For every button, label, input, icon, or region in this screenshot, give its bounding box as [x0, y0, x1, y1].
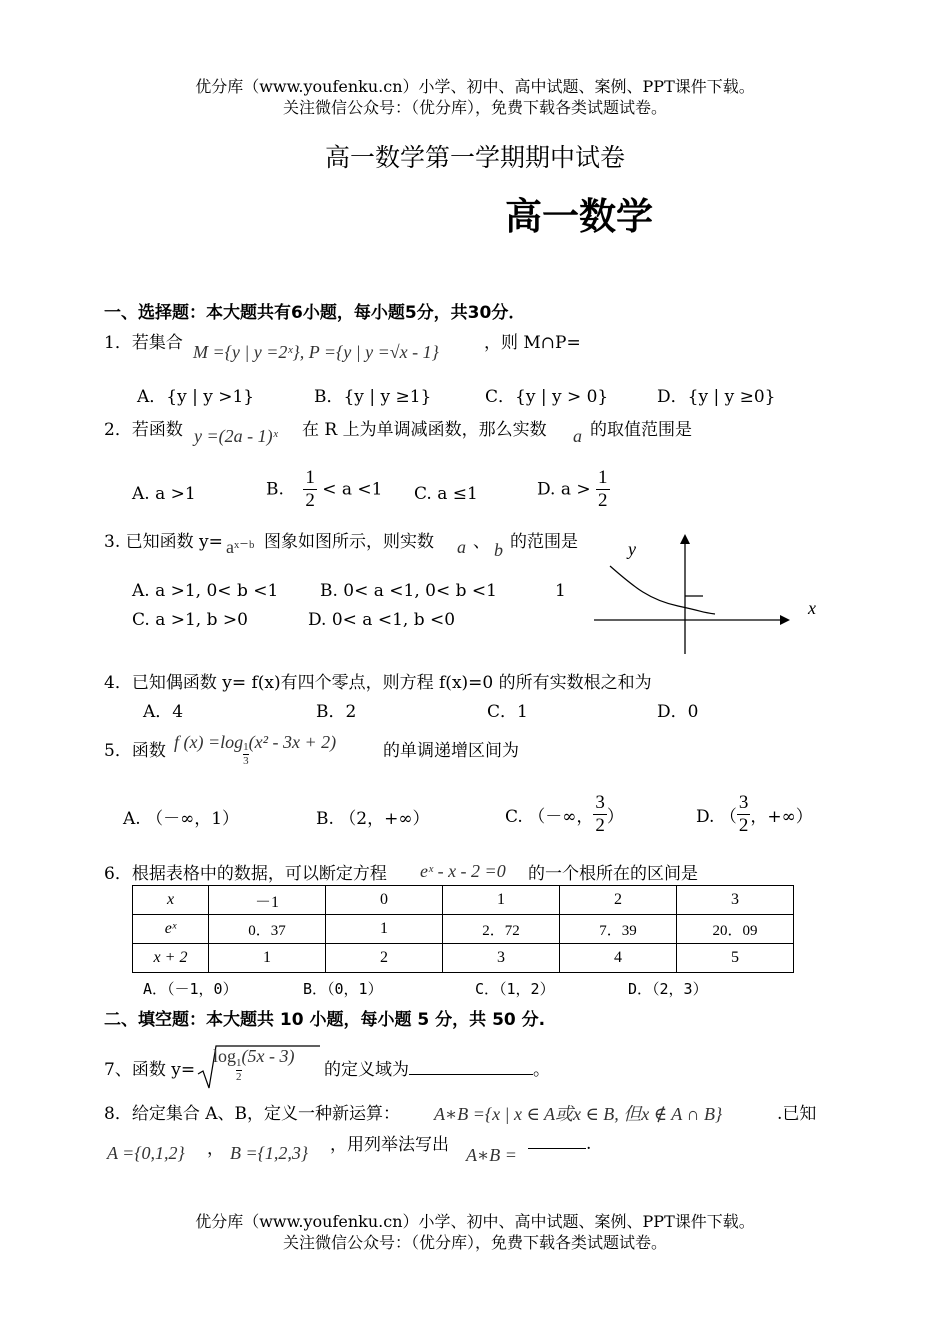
q3-mid: 图象如图所示，则实数: [264, 532, 434, 552]
table-row: [133, 886, 794, 915]
q3-sep: 、: [473, 532, 490, 552]
q6-option-a: A．（－1，0）: [143, 980, 238, 998]
q5-stem: 5．函数: [104, 741, 166, 761]
q1-option-b: B．{y | y ≥1}: [314, 387, 432, 407]
q3-var-b: b: [494, 540, 503, 560]
q5-option-d: D. （ $\frac{3}{2}$ ，+∞）: [696, 792, 813, 836]
q2-option-d: D. a > $\frac{1}{2}$: [537, 467, 608, 511]
table-cell: x: [133, 886, 209, 915]
table-cell: 1: [209, 944, 326, 973]
q4-option-b: B．2: [316, 702, 357, 722]
q8-set-a: A ={0,1,2}: [107, 1143, 185, 1163]
table-cell: 1: [443, 886, 560, 915]
q3-formula: aˣ⁻ᵇ: [226, 537, 255, 557]
table-cell: 3: [677, 886, 794, 915]
table-cell: 20．09: [677, 915, 794, 944]
q8-answer-blank[interactable]: [528, 1148, 586, 1149]
q1-formula: M ={y | y =2ˣ}, P ={y | y =√x - 1}: [193, 342, 439, 362]
q6-tail: 的一个根所在的区间是: [528, 864, 698, 884]
q6-option-c: C．（1，2）: [475, 980, 555, 998]
q2-tail: 的取值范围是: [590, 420, 692, 440]
q8-mid: ，用列举法写出: [330, 1135, 449, 1155]
exam-title: 高一数学第一学期期中试卷: [324, 143, 625, 172]
table-cell: 2: [326, 944, 443, 973]
table-row: [133, 944, 794, 973]
q5-option-b: B. （2，+∞）: [316, 809, 430, 829]
q7-tail: 的定义域为 。: [324, 1060, 550, 1080]
q7-stem: 7、函数 y=: [104, 1060, 196, 1080]
q8-answer: .: [528, 1134, 591, 1154]
y-axis-label: y: [628, 539, 636, 559]
q5-option-c: C. （－∞， $\frac{3}{2}$ ）: [505, 792, 624, 836]
footer-line2: 关注微信公众号：（优分库），免费下载各类试题试卷。: [282, 1233, 667, 1252]
q2-mid: 在 R 上为单调减函数，那么实数: [302, 420, 547, 440]
q8-tail: .已知: [777, 1104, 817, 1124]
table-cell: 5: [677, 944, 794, 973]
table-cell: 2．72: [443, 915, 560, 944]
q3-option-d: D. 0< a <1, b <0: [308, 610, 456, 630]
exam-subtitle: 高一数学: [505, 195, 653, 238]
q2-stem: 2．若函数: [104, 420, 183, 440]
q8-formula: A∗B ={x | x ∈ A或x ∈ B, 但x ∉ A ∩ B}: [434, 1104, 723, 1124]
q1-option-d: D．{y | y ≥0}: [657, 387, 776, 407]
section-2-heading: 二、填空题：本大题共 10 小题，每小题 5 分，共 50 分.: [104, 1010, 546, 1030]
q4-option-a: A．4: [143, 702, 184, 722]
q4-stem: 4．已知偶函数 y= f(x)有四个零点，则方程 f(x)=0 的所有实数根之和为: [104, 673, 652, 693]
table-cell: 2: [560, 886, 677, 915]
q1-option-c: C．{y | y > 0}: [485, 387, 609, 407]
q6-option-d: D．（2，3）: [628, 980, 708, 998]
q8-comma: ，: [207, 1139, 224, 1159]
header-line2: 关注微信公众号：（优分库），免费下载各类试题试卷。: [282, 98, 667, 117]
x-axis-arrow-icon: [780, 615, 790, 625]
header-line1: 优分库（www.youfenku.cn）小学、初中、高中试题、案例、PPT课件下载。: [195, 77, 755, 96]
table-cell: 3: [443, 944, 560, 973]
q3-graph: [590, 528, 830, 658]
section-1-heading: 一、选择题：本大题共有6小题，每小题5分，共30分．: [104, 303, 526, 323]
table-cell: x + 2: [133, 944, 209, 973]
q1-stem: 1．若集合: [104, 333, 183, 353]
q2-option-a: A. a >1: [132, 484, 196, 504]
q4-option-c: C．1: [487, 702, 528, 722]
q8-ask: A∗B =: [466, 1145, 517, 1165]
q3-option-a: A. a >1, 0< b <1: [132, 581, 279, 601]
q2-option-c: C. a ≤1: [414, 484, 478, 504]
q1-tail: ，则 M∩P=: [484, 333, 581, 353]
table-row: [133, 915, 794, 944]
table-cell: 7．39: [560, 915, 677, 944]
q5-formula: f (x) =log $\frac{1}{3}$ (x² - 3x + 2): [174, 732, 337, 767]
q3-graph-tick-label: 1: [555, 581, 566, 601]
q8-stem: 8．给定集合 A、B，定义一种新运算：: [104, 1104, 400, 1124]
q2-var: a: [573, 426, 582, 446]
q8-set-b: B ={1,2,3}: [230, 1143, 309, 1163]
q3-stem: 3. 已知函数 y=: [104, 532, 223, 552]
table-cell: eˣ: [133, 915, 209, 944]
q5-option-a: A. （－∞，1）: [123, 809, 240, 829]
q5-tail: 的单调递增区间为: [383, 741, 519, 761]
q6-stem: 6．根据表格中的数据，可以断定方程: [104, 864, 387, 884]
q2-formula: y =(2a - 1)ˣ: [194, 426, 278, 446]
table-cell: 1: [326, 915, 443, 944]
function-curve: [610, 566, 715, 614]
q1-option-a: A．{y | y >1}: [137, 387, 255, 407]
q7-answer-blank[interactable]: [409, 1074, 533, 1075]
q3-tail: 的范围是: [510, 532, 578, 552]
y-axis-arrow-icon: [680, 534, 690, 544]
q4-option-d: D．0: [657, 702, 699, 722]
x-axis-label: x: [808, 598, 816, 618]
q7-formula: log $\frac{1}{2}$ (5x - 3): [213, 1046, 295, 1083]
q6-formula: eˣ - x - 2 =0: [420, 861, 506, 881]
q3-var-a: a: [457, 537, 466, 557]
q6-data-table: [132, 885, 794, 973]
table-cell: 4: [560, 944, 677, 973]
footer-line1: 优分库（www.youfenku.cn）小学、初中、高中试题、案例、PPT课件下载。: [195, 1212, 755, 1231]
table-cell: －1: [209, 886, 326, 915]
q3-option-b: B. 0< a <1, 0< b <1: [320, 581, 497, 601]
table-cell: 0: [326, 886, 443, 915]
q2-option-b: B. $\frac{1}{2}$ < a <1: [266, 467, 383, 511]
q3-option-c: C. a >1, b >0: [132, 610, 248, 630]
table-cell: 0．37: [209, 915, 326, 944]
q6-option-b: B．（0，1）: [303, 980, 383, 998]
